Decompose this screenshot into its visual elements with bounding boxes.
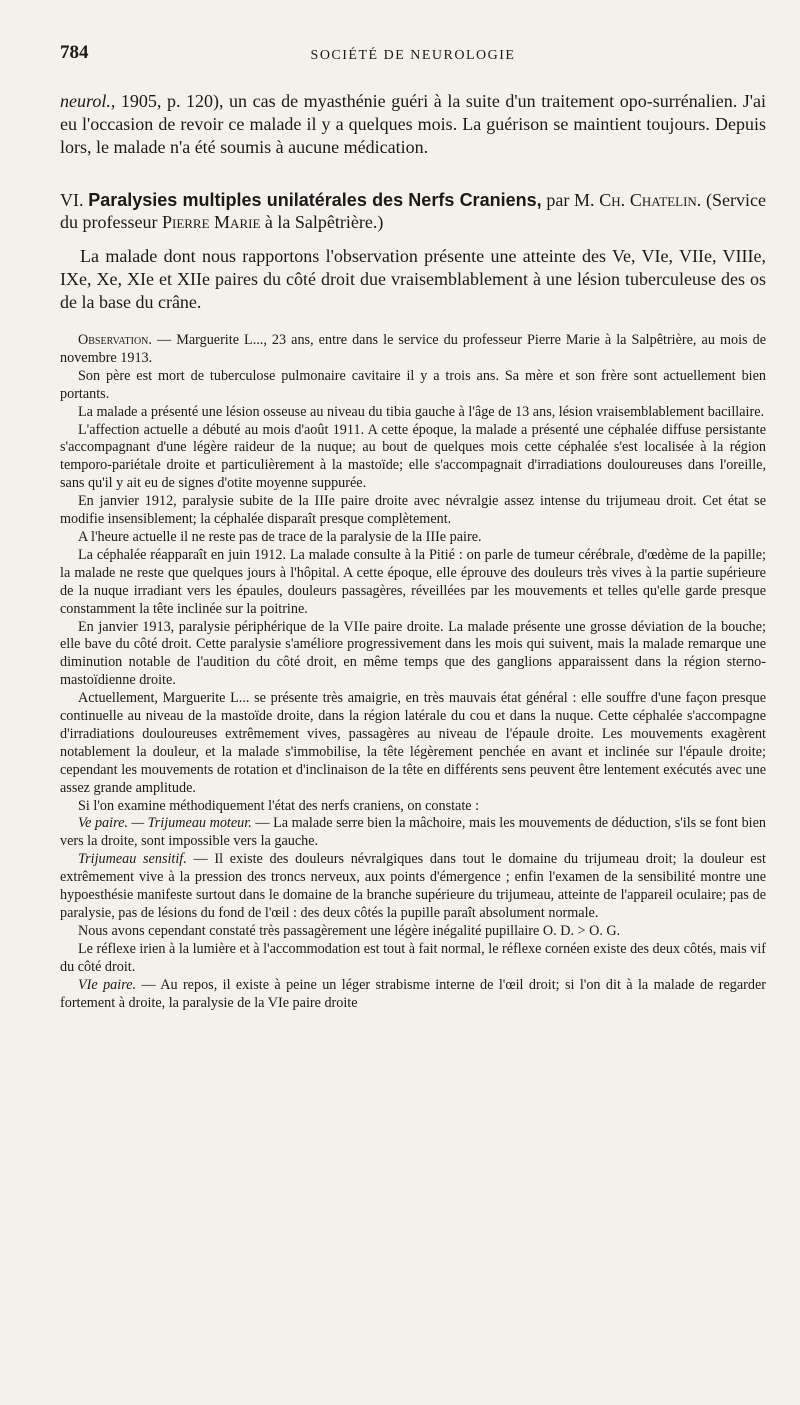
obs-paragraph-5: En janvier 1912, paralysie subite de la IIIe paire droite avec névralgie assez intense du trijumeau droit. Cet état se modifie insensiblement; la céphalée disparaît presque complètement. xyxy=(60,493,766,528)
obs-paragraph-12: Trijumeau sensitif. — Il existe des douleurs névralgiques dans tout le domaine du trijumeau droit; la douleur est extrêmement vive à la pression des troncs nerveux, aux points d'émergence ; enfin l'examen de la sensibilité montre une hypoesthésie manifeste surtout dans le domaine de la branche supérieure du trijumeau, atteinte de l'appareil oculaire; pas de paralysie, pas de lésions du fond de l'œil : des deux côtés la pupille paraît absolument normale. xyxy=(60,851,766,921)
section-heading xyxy=(60,189,766,233)
section-title: Paralysies multiples unilatérales des Nerfs Craniens, xyxy=(88,190,542,210)
page xyxy=(60,40,766,1012)
abstract-paragraph: La malade dont nous rapportons l'observation présente une atteinte des Ve, VIe, VIIe, VIIIe, IXe, Xe, XIe et XIIe paires du côté droit due vraisemblablement à une lésion tuberculeuse des os de la base du crâne. xyxy=(60,246,766,312)
obs-paragraph-3: La malade a présenté une lésion osseuse au niveau du tibia gauche à l'âge de 13 ans, lésion vraisemblablement bacillaire. xyxy=(78,403,765,420)
obs-paragraph-14: Le réflexe irien à la lumière et à l'accommodation est tout à fait normal, le réflexe cornéen existe des deux côtés, mais vif du côté droit. xyxy=(60,940,766,975)
section-number: VI. xyxy=(60,190,84,210)
obs-paragraph-4: L'affection actuelle a débuté au mois d'août 1911. A cette époque, la malade a présenté une céphalée diffuse persistante s'accompagnant d'une légère raideur de la nuque; au bout de quelques mois cette céphalée s'est localisée à la région temporo-pariétale droite et particulièrement à la mastoïde; elle s'accompagnait d'irradiations douloureuses dans l'oreille, sans qu'il y ait eu de signes d'otite moyenne suppurée. xyxy=(60,421,766,492)
running-head: SOCIÉTÉ DE NEUROLOGIE xyxy=(310,48,516,63)
intro-paragraph xyxy=(60,90,766,159)
page-header xyxy=(60,40,766,70)
section-author: Ch. Chatelin xyxy=(599,190,697,210)
sixth-pair-label: VIe paire. xyxy=(78,976,137,993)
obs-paragraph-13: Nous avons cependant constaté très passagèrement une légère inégalité pupillaire O. D. > O. G. xyxy=(78,922,621,939)
obs-paragraph-7: La céphalée réapparaît en juin 1912. La malade consulte à la Pitié : on parle de tumeur cérébrale, d'œdème de la papille; la malade ne reste que quelques jours à l'hôpital. A cette époque, elle éprouve des douleurs très vives à la partie supérieure de la nuque irradiant vers les épaules, douleurs passagères, réveillées par les mouvements et telles qu'elle garde presque constamment la tête inclinée sur la poitrine. xyxy=(60,546,766,617)
obs-paragraph-8: En janvier 1913, paralysie périphérique de la VIIe paire droite. La malade présente une grosse déviation de la bouche; elle bave du côté droit. Cette paralysie s'améliore progressivement dans les mois qui suivent, mais la malade remarque une diminution notable de l'audition du côté droit, en même temps que des ganglions apparaissent dans la région sterno-mastoïdienne droite. xyxy=(60,618,766,689)
obs-paragraph-1: Observation. — Marguerite L..., 23 ans, entre dans le service du professeur Pierre Marie à la Salpêtrière, au mois de novembre 1913. xyxy=(60,332,766,366)
obs-paragraph-11: Ve paire. — Trijumeau moteur. — La malade serre bien la mâchoire, mais les mouvements de déduction, s'ils se font bien vers la droite, sont impossible vers la gauche. xyxy=(60,815,766,850)
professor-name: Pierre Marie xyxy=(161,212,261,232)
obs-paragraph-6: A l'heure actuelle il ne reste pas de trace de la paralysie de la IIIe paire. xyxy=(78,528,482,545)
obs-paragraph-2: Son père est mort de tuberculose pulmonaire cavitaire il y a trois ans. Sa mère et son frère sont actuellement bien portants. xyxy=(60,367,766,402)
observation-label: Observation. xyxy=(78,332,152,348)
trijumeau-moteur-label: Ve paire. — Trijumeau moteur. xyxy=(78,815,252,832)
intro-text: , 1905, p. 120), un cas de myasthénie guéri à la suite d'un traitement opo-surrénalien. J'ai eu l'occasion de revoir ce malade il y a quelques mois. La guérison se maintient toujours. Depuis lors, le malade n'a été soumis à aucune médication. xyxy=(60,91,766,157)
journal-ref: neurol. xyxy=(60,91,111,111)
obs-paragraph-9: Actuellement, Marguerite L... se présente très amaigrie, en très mauvais état général : elle souffre d'une façon presque continuelle au niveau de la mastoïde droite, dans la région latérale du cou et dans la nuque. Cette céphalée s'accompagne d'irradiations douloureuses extrêmement vives, passagères au niveau de l'épaule droite. Les mouvements exagèrent notablement la douleur, et la malade s'immobilise, la tête légèrement penchée en avant et inclinée sur l'épaule droite; cependant les mouvements de rotation et d'inclinaison de la tête en différents sens peuvent être lentement exécutés avec une assez grande amplitude. xyxy=(60,690,766,796)
page-number: 784 xyxy=(60,42,89,63)
obs-paragraph-15: VIe paire. — Au repos, il existe à peine un léger strabisme interne de l'œil droit; si l'on dit à la malade de regarder fortement à droite, la paralysie de la VIe paire droite xyxy=(60,976,766,1011)
observation-body xyxy=(60,332,766,1012)
trijumeau-sensitif-label: Trijumeau sensitif. xyxy=(78,851,187,868)
service-pre: . (Service du professeur xyxy=(60,190,766,232)
obs-paragraph-10: Si l'on examine méthodiquement l'état des nerfs craniens, on constate : xyxy=(78,797,480,814)
service-post: à la Salpêtrière.) xyxy=(260,212,384,232)
section-by: par M. xyxy=(541,190,600,210)
